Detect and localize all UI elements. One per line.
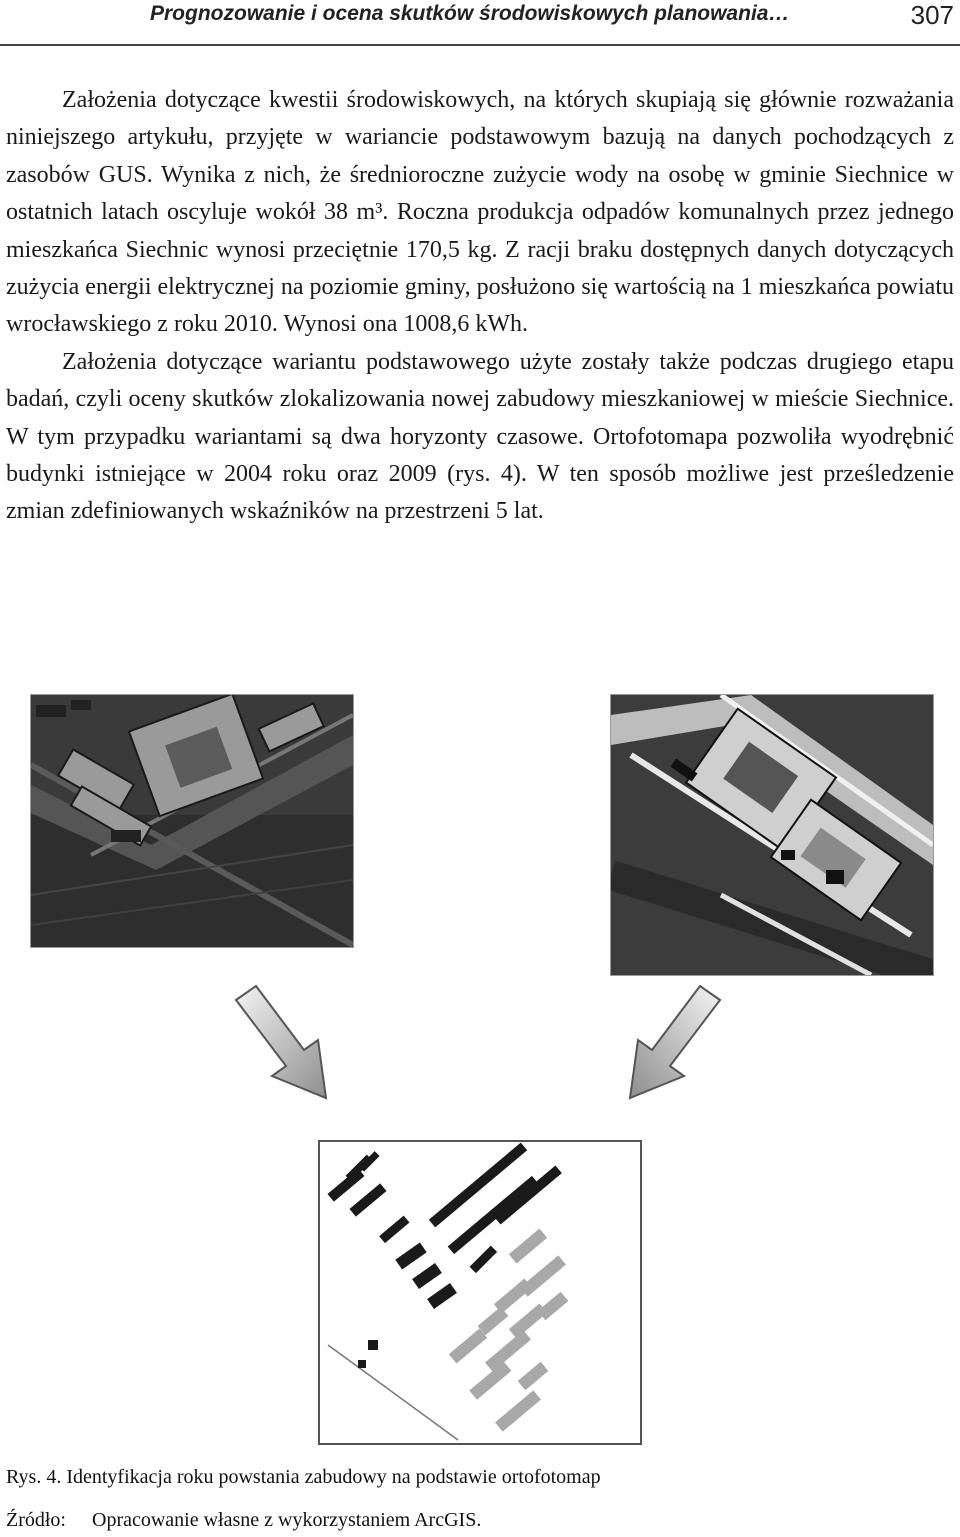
body-text	[6, 82, 954, 531]
building-identification-map	[318, 1140, 642, 1445]
paragraph-1: Założenia dotyczące kwestii środowiskowych, na których skupiają się głównie rozważania niniejszego artykułu, przyjęte w wariancie podstawowym bazują na danych pochodzących z zasobów GUS. Wynika z nich, że średnioroczne zużycie wody na osobę w gminie Siechnice w ostatnich latach oscyluje wokół 38 m³. Roczna produkcja odpadów komunalnych przez jednego mieszkańca Siechnic wynosi przeciętnie 170,5 kg. Z racji braku dostępnych danych dotyczących zużycia energii elektrycznej na poziomie gminy, posłużono się wartością na 1 mieszkańca powiatu wrocławskiego z roku 2010. Wynosi ona 1008,6 kWh.	[6, 87, 954, 338]
arrow-down-left-icon	[610, 980, 730, 1110]
source-text: Opracowanie własne z wykorzystaniem ArcGIS.	[92, 1509, 482, 1531]
source-label: Źródło:	[6, 1509, 66, 1531]
arrow-down-right-icon	[226, 980, 346, 1110]
running-title: Prognozowanie i ocena skutków środowiskowych planowania…	[150, 2, 790, 25]
orthophoto-2004-image	[30, 694, 354, 948]
page-number: 307	[910, 0, 954, 30]
orthophoto-2009-image	[610, 694, 934, 976]
figure-source	[6, 1509, 481, 1532]
paragraph-2: Założenia dotyczące wariantu podstawowego użyte zostały także podczas drugiego etapu badań, czyli oceny skutków zlokalizowania nowej zabudowy mieszkaniowej w mieście Siechnice. W tym przypadku wariantami są dwa horyzonty czasowe. Ortofotomapa pozwoliła wyodrębnić budynki istniejące w 2004 roku oraz 2009 (rys. 4). W ten sposób możliwe jest prześledzenie zmian zdefiniowanych wskaźników na przestrzeni 5 lat.	[6, 348, 954, 525]
figure-caption: Rys. 4. Identyfikacja roku powstania zabudowy na podstawie ortofotomap	[6, 1466, 601, 1488]
page-header	[0, 0, 960, 46]
